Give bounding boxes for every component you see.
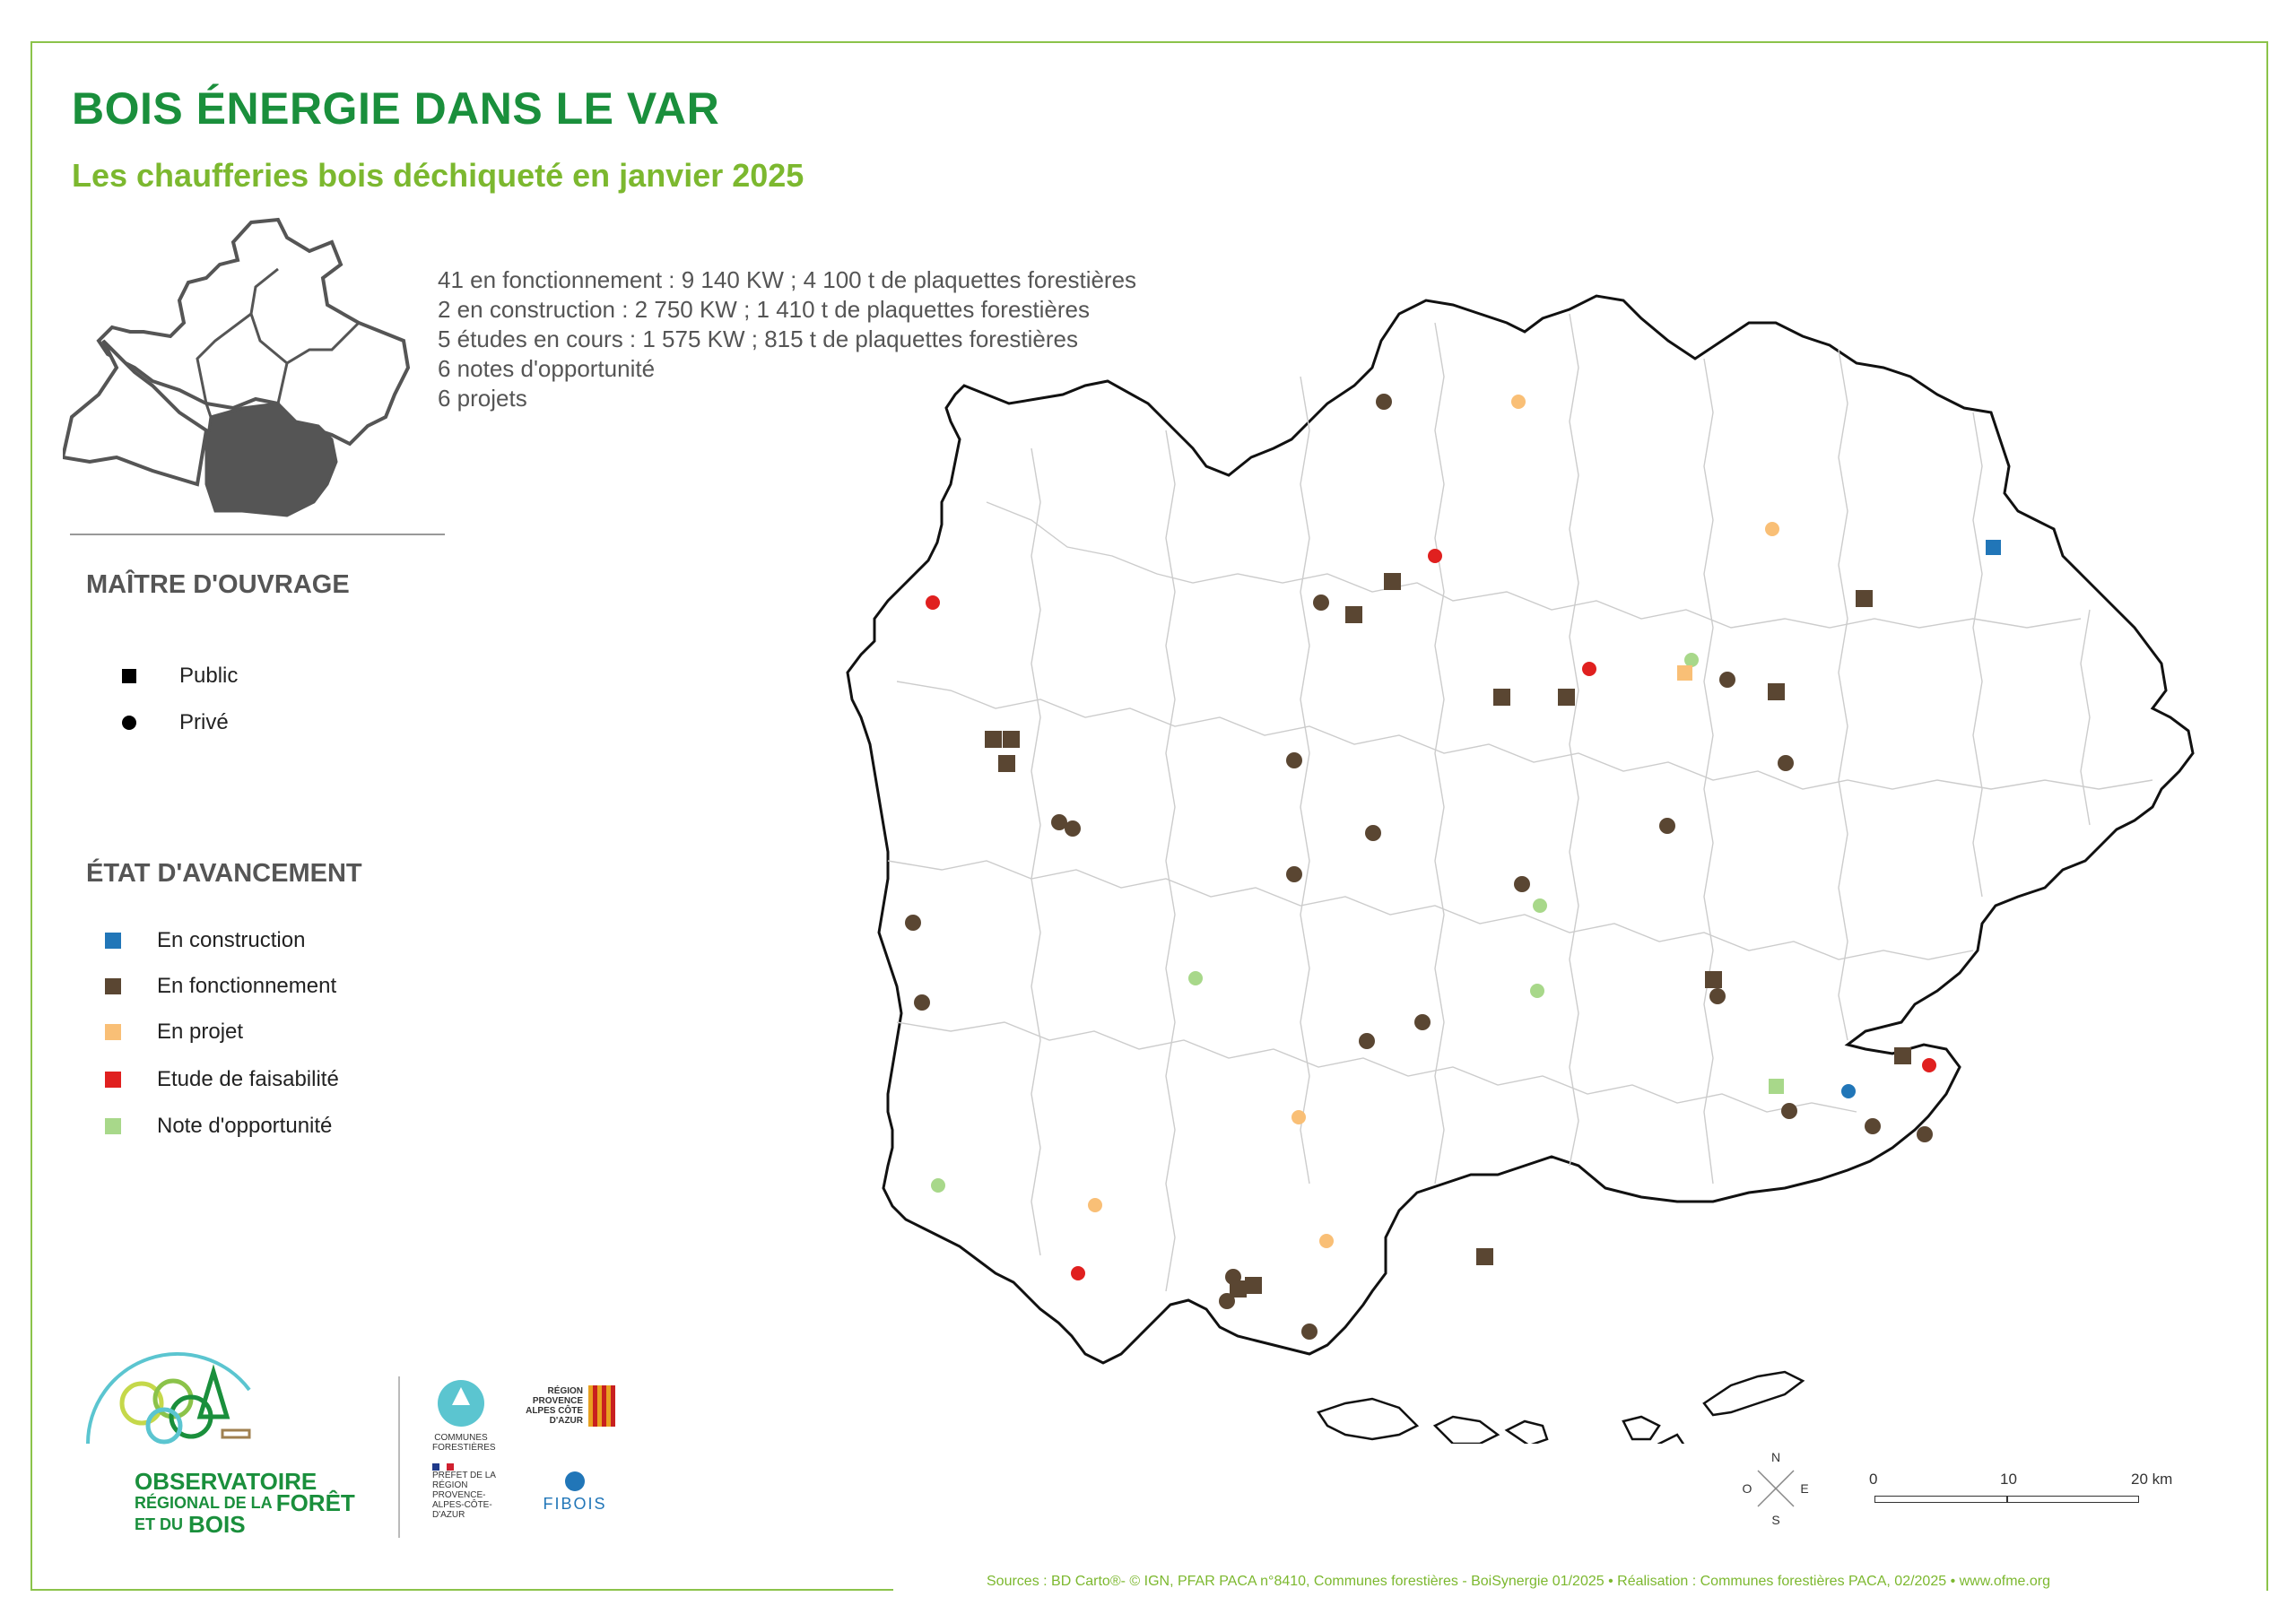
map-point [926,595,940,610]
legend-item-construction [157,928,305,953]
obs-line: BOIS [188,1511,246,1538]
communes-emblem-icon [434,1376,488,1430]
map-point [1071,1266,1085,1280]
map-point [1894,1047,1911,1064]
map-point [1319,1234,1334,1248]
obs-line: OBSERVATOIRE [135,1468,317,1495]
logo-separator [398,1376,400,1538]
map-point [1769,1079,1784,1094]
scale-label: 20 km [2131,1471,2173,1488]
map-point [1292,1110,1306,1124]
locator-map [63,215,413,520]
map-point [1376,394,1392,410]
green-square-icon [105,1118,121,1134]
compass-s: S [1771,1513,1780,1524]
map-point [1856,590,1873,607]
map-point [1986,540,2001,555]
map-point [1088,1198,1102,1212]
map-point [931,1178,945,1193]
square-icon [122,669,136,683]
page-subtitle: Les chaufferies bois déchiqueté en janvier 2025 [72,157,804,194]
legend-item-public [179,664,238,689]
map-point [1065,820,1081,837]
var-map [834,287,2206,1444]
map-point [1493,689,1510,706]
blue-square-icon [105,933,121,949]
map-point [1768,683,1785,700]
scale-label: 0 [1869,1471,1878,1488]
map-point [1719,672,1735,688]
map-point [985,731,1002,748]
partner-label: FIBOIS [543,1495,607,1513]
fibois-logo [535,1471,615,1514]
map-point [1428,549,1442,563]
compass-n: N [1770,1453,1781,1464]
map-point [1245,1277,1262,1294]
map-point [1003,731,1020,748]
orange-square-icon [105,1024,121,1040]
map-point [1705,971,1722,988]
compass-o: O [1742,1481,1752,1496]
legend-item-note [157,1114,332,1139]
obs-line: FORÊT [275,1489,355,1516]
legend-status-title: ÉTAT D'AVANCEMENT [86,859,362,888]
map-point [1582,662,1596,676]
stat-line: 41 en fonctionnement : 9 140 KW ; 4 100 t de plaquettes forestières [438,266,1137,293]
legend-owner-title: MAÎTRE D'OUVRAGE [86,570,350,599]
communes-forestieres-logo [432,1376,496,1453]
compass-rose [1740,1453,1812,1524]
map-point [1188,971,1203,985]
scale-bar [1869,1471,2179,1515]
map-point [914,994,930,1011]
map-point [1778,755,1794,771]
partner-label: COMMUNES FORESTIÈRES [432,1433,496,1453]
map-point [1765,522,1779,536]
map-point [1677,665,1692,681]
legend-label: Etude de faisabilité [157,1067,339,1091]
stat-line: 6 projets [438,385,527,412]
map-point [1530,984,1544,998]
map-point [1511,395,1526,409]
page-title: BOIS ÉNERGIE DANS LE VAR [72,83,720,134]
map-point [1781,1103,1797,1119]
map-point [1384,573,1401,590]
map-point [998,755,1015,772]
map-point [1414,1014,1431,1030]
map-point [1476,1248,1493,1265]
legend-label: Public [179,664,239,688]
marianne-flag-icon [432,1463,454,1471]
map-point [1359,1033,1375,1049]
map-point [1514,876,1530,892]
partner-label: PRÉFET DE LA RÉGION PROVENCE-ALPES-CÔTE-D'AZUR [432,1471,496,1520]
map-point [1219,1293,1235,1309]
legend-label: En fonctionnement [157,974,337,998]
stat-line: 5 études en cours : 1 575 KW ; 815 t de plaquettes forestières [438,325,1078,352]
map-point [905,915,921,931]
legend-item-projet [157,1020,243,1045]
legend-item-prive [179,710,229,735]
map-point [1922,1058,1936,1072]
map-point [1230,1280,1247,1298]
circle-icon [122,716,136,730]
map-point [1865,1118,1881,1134]
obs-line: RÉGIONAL DE LA [135,1494,273,1512]
fibois-emblem-icon [564,1471,586,1492]
brown-square-icon [105,978,121,994]
map-point [1286,752,1302,768]
map-point [1841,1084,1856,1098]
map-point [1659,818,1675,834]
map-point [1533,898,1547,913]
obs-line: ET DU [135,1515,183,1533]
obs-row [135,1511,355,1538]
legend-item-etude [157,1067,339,1092]
map-point [1286,866,1302,882]
legend-label: Privé [179,710,229,734]
map-point [1345,606,1362,623]
partner-label: RÉGION PROVENCE ALPES CÔTE D'AZUR [526,1386,583,1426]
stat-line: 2 en construction : 2 750 KW ; 1 410 t de plaquettes forestières [438,296,1090,323]
red-square-icon [105,1072,121,1088]
coastal-islands [1318,1372,1803,1444]
stat-line: 6 notes d'opportunité [438,355,656,382]
region-row [508,1385,615,1427]
map-point [1313,595,1329,611]
map-point [1301,1324,1318,1340]
map-point [1684,653,1699,667]
prefet-logo [432,1463,513,1520]
legend-label: Note d'opportunité [157,1114,333,1138]
scale-tick [2006,1496,2008,1503]
scale-label: 10 [2000,1471,2017,1488]
region-logo [508,1385,615,1427]
map-point [1365,825,1381,841]
sources-credit: Sources : BD Carto®- © IGN, PFAR PACA n°8410, Communes forestières - BoiSynergie 01/2025 • Réalisation : Communes forestières PACA, 02/2025 • www.ofme.org [987,1574,2050,1589]
compass-e: E [1800,1481,1809,1496]
legend-separator [70,534,445,535]
observatoire-name [135,1468,355,1538]
frame-bottom-line [30,1589,893,1591]
legend-label: En construction [157,928,306,952]
legend-item-fonctionnement [157,974,336,999]
map-point [1917,1126,1933,1142]
map-point [1709,988,1726,1004]
legend-label: En projet [157,1020,244,1044]
map-point [1558,689,1575,706]
region-flag-icon [588,1385,615,1427]
department-outline [848,296,2193,1363]
